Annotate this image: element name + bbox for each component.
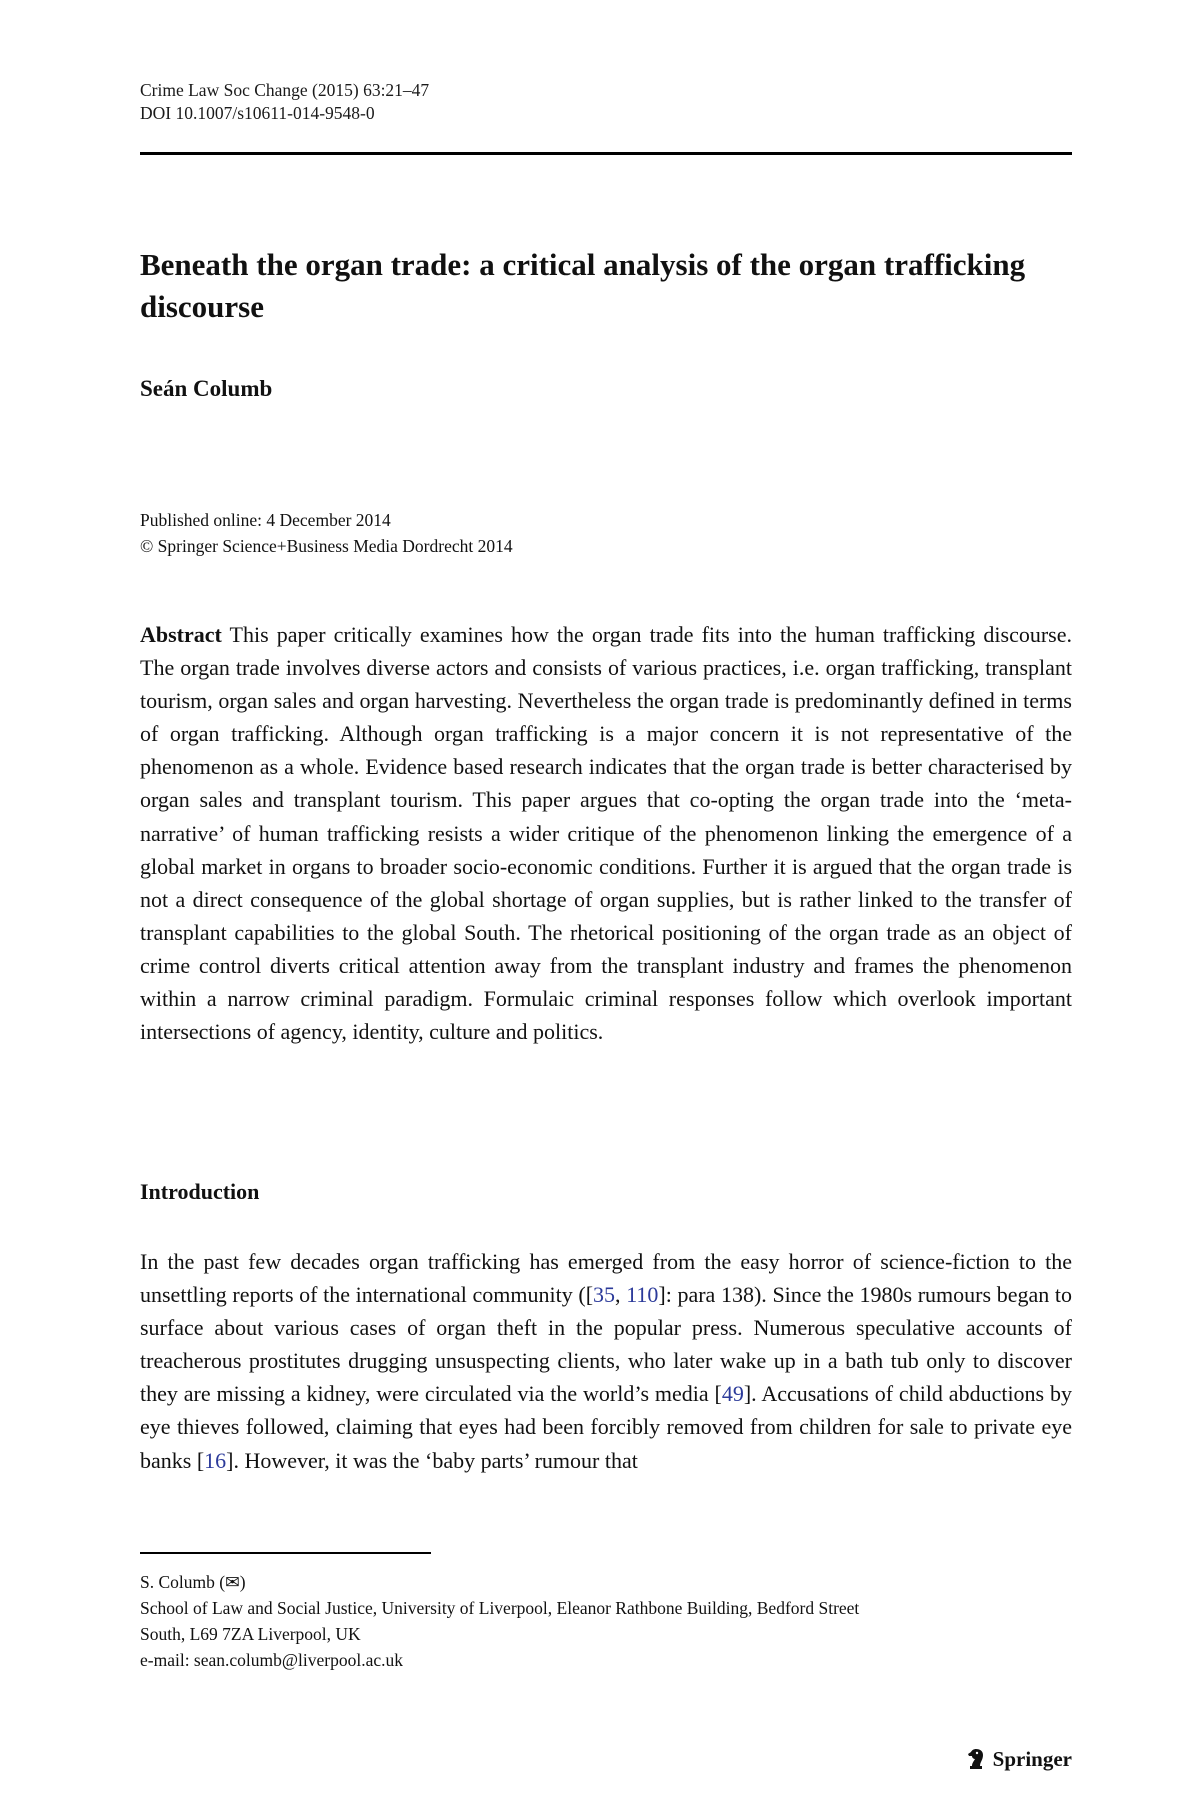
journal-citation: Crime Law Soc Change (2015) 63:21–47: [140, 80, 430, 100]
doi-line: DOI 10.1007/s10611-014-9548-0: [140, 103, 375, 123]
abstract-label: Abstract: [140, 622, 222, 647]
header-rule: [140, 152, 1072, 155]
article-author: Seán Columb: [140, 376, 273, 401]
citation-link[interactable]: 110: [626, 1282, 659, 1308]
section-heading-introduction: Introduction: [140, 1179, 260, 1204]
footnote-affiliation: School of Law and Social Justice, University of Liverpool, Eleanor Rathbone Building, Bedford Street: [140, 1598, 860, 1618]
springer-knight-icon: [963, 1746, 989, 1772]
footnote-email: e-mail: sean.columb@liverpool.ac.uk: [140, 1650, 403, 1670]
footnote-affiliation: South, L69 7ZA Liverpool, UK: [140, 1624, 361, 1644]
intro-text: ]. Accusations of child abductions by eye thieves followed, claiming that eyes had been forcibly removed from children for sale to private eye banks [: [140, 1381, 1072, 1473]
abstract: [140, 618, 1072, 1048]
citation-link[interactable]: 35: [593, 1282, 616, 1308]
citation-link[interactable]: 49: [721, 1381, 744, 1407]
copyright-line: © Springer Science+Business Media Dordrecht 2014: [140, 536, 513, 556]
intro-text: ]. However, it was the ‘baby parts’ rumour that: [226, 1447, 638, 1473]
footnote-author: S. Columb (✉): [140, 1572, 246, 1592]
paper-page: [140, 0, 1072, 1820]
abstract-text: This paper critically examines how the organ trade fits into the human trafficking discourse. The organ trade involves diverse actors and consists of various practices, i.e. organ trafficking, transplant tourism, organ sales and organ harvesting. Nevertheless the organ trade is predominantly defined in terms of organ trafficking. Although organ trafficking is a major concern it is not representative of the phenomenon as a whole. Evidence based research indicates that the organ trade is better characterised by organ sales and transplant tourism. This paper argues that co-opting the organ trade into the ‘meta- narrative’ of human trafficking resists a wider critique of the phenomenon linking the emergence of a global market in organs to broader socio-economic conditions. Further it is argued that the organ trade is not a direct consequence of the global shortage of organ supplies, but is rather linked to the transfer of transplant capabilities to the global South. The rhetorical positioning of the organ trade as an object of crime control diverts critical attention away from the transplant industry and frames the phenomenon within a narrow criminal paradigm. Formulaic criminal responses follow which overlook important intersections of agency, identity, culture and politics.: [140, 622, 1072, 1045]
intro-text: ,: [615, 1282, 627, 1308]
publisher-logo: [963, 1746, 1072, 1772]
intro-text: ]: para 138). Since the 1980s rumours began to surface about various cases of organ theft in the popular press. Numerous speculative accounts of treacherous prostitutes drugging unsuspecting clients, who later wake up in a bath tub only to discover they are missing a kidney, were circulated via the world’s media [: [140, 1282, 1072, 1407]
footnote-rule: [140, 1552, 431, 1554]
intro-text: In the past few decades organ trafficking has emerged from the easy horror of science-fiction to the unsettling reports of the international community ([: [140, 1249, 1072, 1308]
introduction-paragraph: [140, 1245, 1072, 1477]
publisher-name: Springer: [992, 1746, 1072, 1771]
article-title: Beneath the organ trade: a critical analysis of the organ trafficking discourse: [140, 247, 1026, 324]
published-online: Published online: 4 December 2014: [140, 510, 391, 530]
citation-link[interactable]: 16: [204, 1447, 227, 1473]
